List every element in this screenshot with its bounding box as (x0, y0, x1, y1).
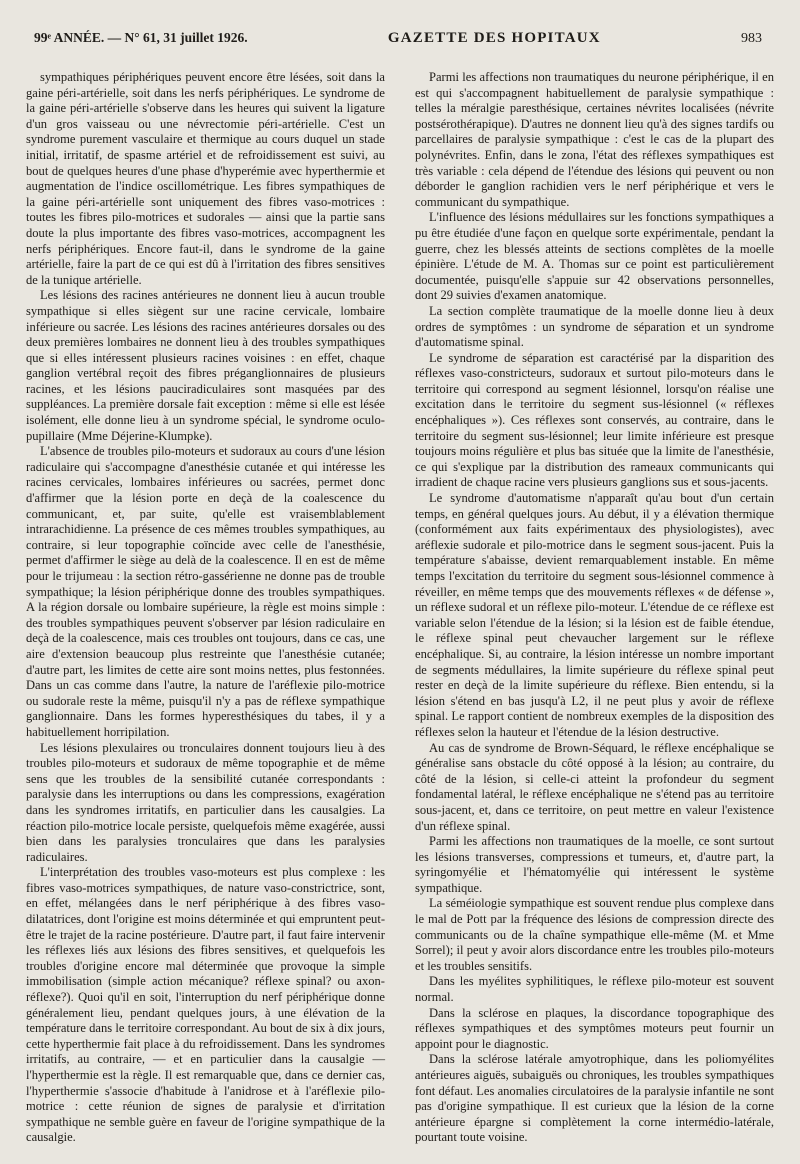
paragraph: L'interprétation des troubles vaso-moteurs est plus complexe : les fibres vaso-motrices sympathiques, de nature vaso-constrictrice, sont, en effet, mélangées dans le nerf périphérique à des fibres vaso-dilatatrices, dont l'origine est moins déterminée et qui empruntent peut-être le trajet de la racine postérieure. D'autre part, il faut faire intervenir les réflexes liés aux lésions des fibres sensitives, et quelquefois les troubles d'origine encore mal déterminée que provoque la simple immobilisation (simple action mécanique? réflexe spinal? ou axon-réflexe?). Quoi qu'il en soit, l'interruption du nerf périphérique donne généralement lieu, pendant quelques jours, à une élévation de la température dans le territoire correspondant. Au bout de six à dix jours, cette hyperthermie fait place à du refroidissement. Dans les syndromes irritatifs, au contraire, — et en particulier dans la causalgie — l'hyperthermie est la règle. Il est remarquable que, dans ce dernier cas, l'hyperthermie s'associe d'habitude à l'anidrose et à l'aréflexie pilo-motrice : cette réunion de signes de paralysie et d'irritation sympathique ne semble guère en faveur de l'origine sympathique de la causalgie. (26, 865, 385, 1145)
paragraph: L'influence des lésions médullaires sur les fonctions sympathiques a pu être étudiée d'une façon en quelque sorte expérimentale, pendant la guerre, chez les blessés atteints de sections complètes de la moelle épinière. L'étude de M. A. Thomas sur ce point est particulièrement documentée, puisqu'elle s'appuie sur 42 observations personnelles, dont 29 suivies d'examen anatomique. (415, 210, 774, 303)
paragraph: La séméiologie sympathique est souvent rendue plus complexe dans le mal de Pott par la fréquence des lésions de compression directe des communicants ou de la chaîne sympathique elle-même (M. et Mme Sorrel); il peut y avoir alors discordance entre les troubles pilo-moteurs et les troubles sensitifs. (415, 896, 774, 973)
paragraph: Dans la sclérose latérale amyotrophique, dans les poliomyélites antérieures aiguës, subaiguës ou chroniques, les troubles sympathiques font défaut. Les anomalies circulatoires de la paralysie infantile ne sont pas d'origine sympathique. Il est curieux que la lésion de la corne antérieure épargne si complètement la corne intermédio-latérale, pourtant toute voisine. (415, 1052, 774, 1145)
paragraph: Les lésions plexulaires ou tronculaires donnent toujours lieu à des troubles pilo-moteurs et sudoraux de même topographie et de même sens que les troubles de la sensibilité cutanée correspondants : paralysie dans les interruptions ou dans les compressions, exagération dans les syndromes irritatifs, en particulier dans les causalgies. La réaction pilo-motrice locale persiste, quelquefois même exagérée, aussi bien dans les paralysies tronculaires que dans les paralysies radiculaires. (26, 740, 385, 864)
journal-title: GAZETTE DES HOPITAUX (387, 30, 601, 46)
left-column (24, 70, 385, 1146)
page-number: 983 (741, 31, 762, 46)
paragraph: Dans les myélites syphilitiques, le réflexe pilo-moteur est souvent normal. (415, 974, 774, 1005)
paragraph: L'absence de troubles pilo-moteurs et sudoraux au cours d'une lésion radiculaire qui s'accompagne d'anesthésie cutanée et qui intéresse les racines cervicales, lombaires inférieures ou sacrées, permet donc d'affirmer que la lésion porte en deçà de la coalescence du communicant, et, par suite, qu'elle est vraisemblablement intrarachidienne. La présence de ces mêmes troubles sympathiques, au contraire, si leur topographie coïncide avec celle de l'anesthésie, permet d'affirmer le siège au delà de la coalescence. Il en est de même pour le trijumeau : la section rétro-gassérienne ne donne pas de trouble sympathique; la lésion périphérique donne des troubles sympathiques. A la région dorsale ou lombaire supérieure, la règle est moins simple : des troubles sympathiques peuvent s'observer par lésion radiculaire en deçà de la coalescence, mais ces troubles ont toujours, dans ce cas, une aire d'extension beaucoup plus restreinte que l'anesthésie cutanée; d'autre part, les limites de cette aire sont moins nettes, plus festonnées. Dans un cas comme dans l'autre, la nature de l'aréflexie pilo-motrice ou sudorale reste la même, puisqu'il n'y a pas de réflexe sympathique ganglionnaire. Dans les formes hyperesthésiques du tabes, il y a habituellement horripilation. (26, 444, 385, 739)
paragraph: Les lésions des racines antérieures ne donnent lieu à aucun trouble sympathique si elles siègent sur une racine cervicale, lombaire inférieure ou sacrée. Les lésions des racines antérieures dorsales ou des deux premières lombaires ne donnent lieu à des troubles sympathiques que si elles intéressent plusieurs racines voisines : en effet, chaque ganglion vertébral reçoit des fibres préganglionnaires de plusieurs racines, et les lésions pauciradiculaires sont masquées par des suppléances. La première dorsale fait exception : même si elle est lésée isolément, elle donne lieu à un syndrome spécial, le syndrome oculo-pupillaire (Mme Déjerine-Klumpke). (26, 288, 385, 443)
paragraph: La section complète traumatique de la moelle donne lieu à deux ordres de symptômes : un syndrome de séparation et un syndrome d'automatisme spinal. (415, 303, 774, 350)
issue-info: 99ᵉ ANNÉE. — N° 61, 31 juillet 1926. (34, 30, 248, 45)
paragraph: Le syndrome de séparation est caractérisé par la disparition des réflexes vaso-constricteurs, sudoraux et surtout pilo-moteurs dans le territoire qui correspond au segment lésionnel, lorsqu'on réalise une excitation dans le territoire du segment sus-lésionnel (« réflexes encéphaliques »). Ces réflexes sont conservés, au contraire, dans le territoire du segment sus-lésionnel; leur limite inférieure est presque toujours moins régulière et plus bas située que la limite de l'anesthésie, ce qui s'explique par la distribution des rameaux communicants qui irradient de chaque racine vers plusieurs ganglions sus et sous-jacents. (415, 350, 774, 490)
paragraph: Parmi les affections non traumatiques du neurone périphérique, il en est qui s'accompagnent habituellement de paralysie sympathique : telles la méralgie paresthésique, certaines névrites localisées (névrite postsérothérapique). D'autres ne donnent lieu qu'à des signes tardifs ou parcellaires de paralysie sympathique : c'est le cas de la plupart des polynévrites. Enfin, dans le zona, l'état des réflexes sympathiques est très variable : cela dépend de l'étendue des lésions qui peuvent ou non déborder le ganglion rachidien vers le nerf périphérique et vers le communicant du sympathique. (415, 70, 774, 209)
running-head (24, 30, 776, 56)
paragraph: Au cas de syndrome de Brown-Séquard, le réflexe encéphalique se généralise sans obstacle du côté opposé à la lésion; au contraire, du côté de la lésion, si celle-ci atteint la profondeur du segment fondamental latéral, le réflexe encéphalique ne s'étend pas au territoire sous-jacent, et, dans ce territoire, on peut mettre en valeur l'existence d'un réflexe spinal. (415, 740, 774, 833)
paragraph: Parmi les affections non traumatiques de la moelle, ce sont surtout les lésions transverses, compressions et tumeurs, et, d'autre part, la syringomyélie et l'hématomyélie qui intéressent le système sympathique. (415, 834, 774, 895)
paragraph: Dans la sclérose en plaques, la discordance topographique des réflexes sympathiques et des symptômes moteurs peut fournir un appoint pour le diagnostic. (415, 1005, 774, 1051)
paragraph: Le syndrome d'automatisme n'apparaît qu'au bout d'un certain temps, en général quelques jours. Au début, il y a élévation thermique (conformément aux faits expérimentaux des physiologistes), avec aréflexie sudorale et pilo-motrice dans le segment sous-jacent. Puis la température s'abaisse, devient remarquablement instable. En même temps l'excitation du territoire du segment sous-lésionnel commence à réveiller, en même temps que des mouvements réflexes « de défense », un réflexe sudoral et un réflexe pilo-moteur. L'étendue de ce réflexe est variable selon l'étendue de la lésion; si la lésion est de faible étendue, le réflexe spinal peut chevaucher largement sur le réflexe encéphalique. Si, au contraire, la lésion intéresse un nombre important de segments médullaires, la limite supérieure du réflexe spinal peut rester en deçà de la limite supérieure du réflexe. Bien entendu, si la lésion s'étend en bas jusqu'à L2, il ne peut plus y avoir de réflexe spinal. Le rapport contient de nombreux exemples de la disposition des réflexes selon la hauteur et l'étendue de la lésion destructive. (415, 491, 774, 739)
paragraph: sympathiques périphériques peuvent encore être lésées, soit dans la gaine péri-artérielle, soit dans les nerfs périphériques. Le syndrome de la gaine péri-artérielle s'observe dans les heures qui suivent la ligature d'un gros vaisseau ou une névrectomie péri-artérielle. C'est un syndrome purement vasculaire et thermique au cours duquel un stade initial, irritatif, de spasme artériel et de refroidissement est suivi, au bout de quelques heures d'une phase d'hyperémie avec hyperthermie et augmentation de l'indice oscillométrique. Les fibres sympathiques de la gaine péri-artérielle sont uniquement des fibres vaso-motrices : toutes les fibres pilo-motrices et sudorales — ainsi que la partie sans doute la plus importante des fibres vaso-motrices, accompagnent les nerfs périphériques. Encore faut-il, dans le syndrome de la gaine artérielle, faire la part de ce qui est dû à l'irritation des fibres sensitives de la tunique artérielle. (26, 70, 385, 287)
right-column (415, 70, 776, 1146)
text-columns (24, 70, 776, 1146)
